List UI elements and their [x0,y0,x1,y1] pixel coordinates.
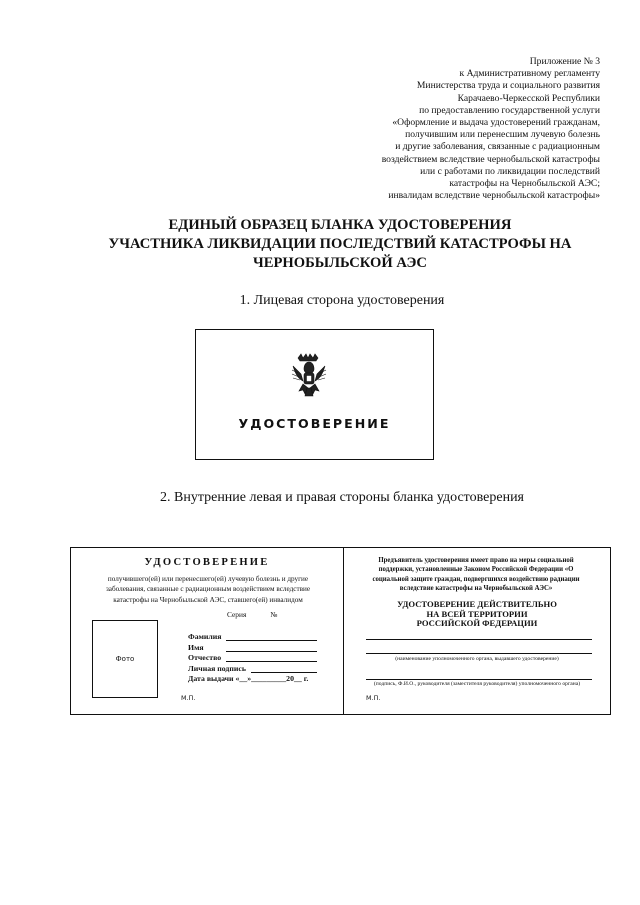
org-line [366,639,592,640]
field-label: Имя [188,642,204,652]
issue-date-text: Дата выдачи «__»_________20__ г. [188,674,309,683]
notice-line: Предъявитель удостоверения имеет право на меры социальной [378,557,574,564]
front-card-title: УДОСТОВЕРЕНИЕ [238,416,391,431]
validity-line: НА ВСЕЙ ТЕРРИТОРИИ [426,608,528,619]
title-line: ЧЕРНОБЫЛЬСКОЙ АЭС [253,255,427,271]
stamp-place-left: М.П. [181,694,196,702]
field-label: Фамилия [188,632,222,641]
notice-line: вследствие катастрофы на Чернобыльской АЭС» [399,585,553,593]
appendix-line: получившим или перенесшим лучевую болезнь [405,129,600,141]
notice-line: социальной защите граждан, подвергшихся воздействию радиации [372,575,580,583]
appendix-header [270,56,600,202]
series-number-line [227,610,299,619]
appendix-line: катастрофы на Чернобыльской АЭС; [449,178,600,190]
stamp-place-right: М.П. [366,694,381,702]
appendix-line: или с работами по ликвидации последствий [420,165,600,177]
validity-line: РОССИЙСКОЙ ФЕДЕРАЦИИ [416,618,538,629]
inner-left-subtext [85,574,331,605]
subtext-line: заболевания, связанные с радиационным воздействием вследствие [105,585,311,594]
subtext-line: получившего(ей) или перенесшего(ей) лучевую болезнь и другие [107,575,309,583]
appendix-line: Министерства труда и социального развития [416,80,600,92]
photo-box [92,620,158,698]
signature-line [366,679,592,680]
notice-line: поддержки, установленные Законом Российской Федерации «О [378,566,574,574]
field-label: Отчество [188,653,222,662]
appendix-line: и другие заболевания, связанные с радиационным [395,141,600,153]
title-line: УЧАСТНИКА ЛИКВИДАЦИИ ПОСЛЕДСТВИЙ КАТАСТРОФЫ НА [108,236,572,252]
russian-coat-of-arms-icon [289,352,329,400]
subtext-line: катастрофы на Чернобыльской АЭС, ставшего(ей) инвалидом [113,595,303,604]
field-line [226,661,317,662]
field-line [226,640,317,641]
org-caption: (наименование уполномоченного органа, выдавшего удостоверение) [395,656,559,662]
section-heading-front: 1. Лицевая сторона удостоверения [239,293,445,308]
appendix-line: Карачаево-Черкесской Республики [457,92,600,104]
org-line [366,653,592,654]
section-heading-inner: 2. Внутренние левая и правая стороны бланка удостоверения [159,490,524,505]
appendix-line: «Оформление и выдача удостоверений гражданам, [392,117,600,129]
field-line [226,651,317,652]
title-line: ЕДИНЫЙ ОБРАЗЕЦ БЛАНКА УДОСТОВЕРЕНИЯ [168,217,512,233]
front-side-card [195,329,434,460]
document-title [60,216,620,273]
appendix-line: Приложение № 3 [529,56,600,67]
inner-left-heading: УДОСТОВЕРЕНИЕ [144,557,270,568]
validity-line: УДОСТОВЕРЕНИЕ ДЕЙСТВИТЕЛЬНО [397,599,557,609]
field-line [251,672,317,673]
appendix-line: воздействием вследствие чернобыльской катастрофы [381,153,600,165]
rights-notice [356,556,596,594]
photo-label: Фото [115,655,135,663]
inner-left-side [71,548,343,714]
validity-statement [344,600,610,629]
field-label: Личная подпись [188,663,246,673]
signature-caption: (подпись, Ф.И.О., руководителя (заместителя руководителя) уполномоченного органа) [373,681,581,687]
inner-sides-card [70,547,611,715]
appendix-line: к Административному регламенту [459,68,600,80]
appendix-line: инвалидам вследствие чернобыльской катастрофы» [388,190,600,202]
number-label: № [270,610,278,619]
appendix-line: по предоставлению государственной услуги [419,104,600,116]
series-label: Серия [227,610,247,619]
inner-right-side [344,548,610,714]
